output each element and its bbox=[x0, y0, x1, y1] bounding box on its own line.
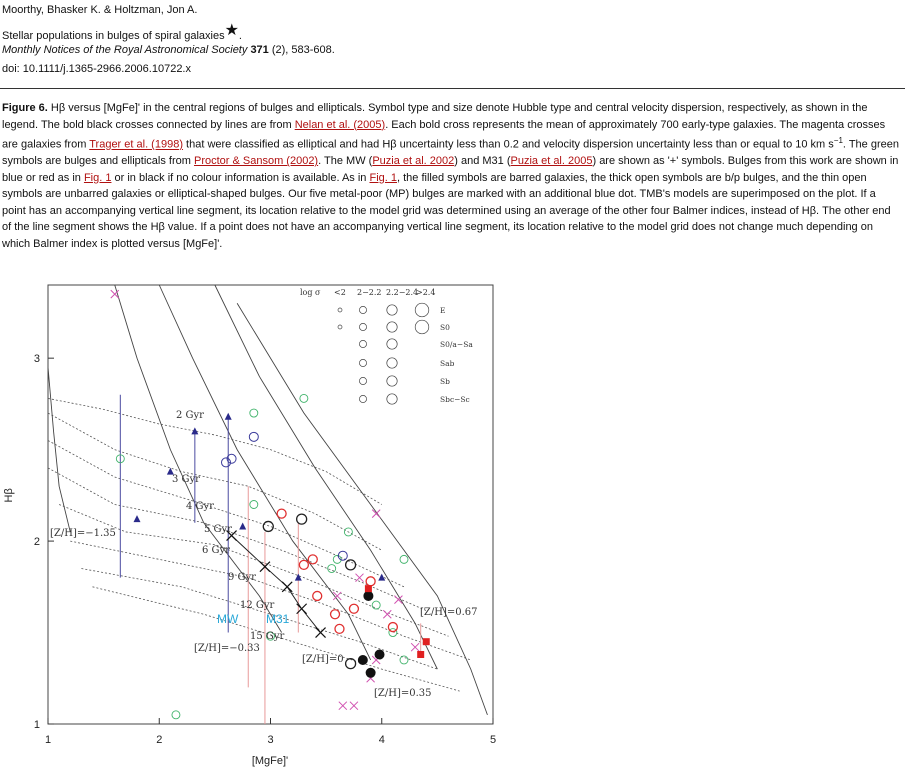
star-icon: ★ bbox=[224, 22, 239, 39]
black-open-point-2 bbox=[297, 514, 307, 524]
legend-symbol-1-2 bbox=[387, 322, 397, 332]
legend-symbol-4-2 bbox=[387, 376, 397, 386]
magenta-cross-4 bbox=[383, 610, 391, 618]
legend-bin-2: 2.2−2.4 bbox=[386, 288, 419, 297]
green-point-3 bbox=[372, 601, 380, 609]
caption-text-3: that were classified as elliptical and had Hβ uncertainty less than 0.2 and velocity dispersion uncertainty less than or equal to 10 km s bbox=[182, 138, 834, 151]
x-axis-label: [MgFe]' bbox=[251, 755, 289, 767]
caption-text-8: or in black if no colour information is available. As in bbox=[111, 171, 370, 184]
legend-symbol-2-2 bbox=[387, 339, 397, 349]
legend-symbol-0-1 bbox=[359, 306, 366, 313]
age-line-2 bbox=[48, 440, 404, 586]
data-marks bbox=[111, 290, 430, 724]
legend-symbol-5-2 bbox=[387, 394, 397, 404]
legend-type-5: Sbc−Sc bbox=[440, 395, 470, 404]
caption-text-6: ) and M31 ( bbox=[454, 155, 511, 168]
legend-symbol-0-2 bbox=[387, 305, 397, 315]
legend-header: log σ bbox=[300, 288, 321, 297]
article-title-text: Stellar populations in bulges of spiral galaxies bbox=[2, 30, 225, 42]
blue-filled-point-2 bbox=[225, 413, 232, 420]
blue-open-point-0 bbox=[249, 432, 258, 441]
red-open-point-2 bbox=[335, 624, 344, 633]
ref-trager-1998[interactable]: Trager et al. (1998) bbox=[89, 138, 183, 151]
y-tick-label-2: 3 bbox=[33, 353, 40, 366]
black-filled-point-1 bbox=[366, 668, 376, 678]
green-point-6 bbox=[250, 409, 258, 417]
annotation-0: 2 Gyr bbox=[176, 410, 204, 421]
ref-puzia-2002[interactable]: Puzia et al. 2002 bbox=[372, 155, 455, 168]
black-open-point-3 bbox=[346, 560, 356, 570]
legend-bin-0: <2 bbox=[334, 288, 346, 297]
journal-citation bbox=[2, 43, 335, 57]
legend-symbol-1-1 bbox=[359, 323, 366, 330]
red-filled-point-2 bbox=[365, 585, 372, 592]
legend-symbol-0-3 bbox=[415, 303, 429, 317]
journal-pages: (2), 583-608. bbox=[268, 44, 335, 56]
red-open-point-0 bbox=[313, 591, 322, 600]
legend-type-1: S0 bbox=[440, 323, 450, 332]
journal-name: Monthly Notices of the Royal Astronomical Society bbox=[2, 44, 248, 56]
y-tick-label-0: 1 bbox=[33, 719, 40, 731]
black-open-point-0 bbox=[346, 659, 356, 669]
legend-symbol-3-2 bbox=[387, 358, 397, 368]
red-open-point-4 bbox=[388, 623, 397, 632]
annotation-4: 6 Gyr bbox=[202, 545, 230, 556]
caption-sup: −1 bbox=[833, 136, 843, 145]
red-filled-point-0 bbox=[417, 651, 424, 658]
blue-filled-point-4 bbox=[134, 515, 141, 522]
annotation-1: 3 Gyr bbox=[172, 474, 200, 485]
article-title bbox=[2, 24, 242, 43]
legend-type-0: E bbox=[440, 306, 446, 315]
metallicity-line-1 bbox=[115, 285, 282, 633]
caption-text-9: , the filled symbols are barred galaxies, the thick open symbols are b/p bulges, and the thin open symbols are unbarred galaxies or elliptical-shaped bulges. Our five metal-poor (MP) bulges are marked with an additional blue dot. TMB's models are superimposed on the plot. If a point has an accompanying vertical line segment, its location relative to the model grid was determined using an average of the other four Balmer indices, instead of Hβ. The other end of the line segment shows the Hβ value. If a point does not have an accompanying vertical line segment, its location relative to the model grid does not change much depending on which Balmer index is plotted versus [MgFe]'. bbox=[2, 171, 891, 250]
annotation-8: [Z/H]=−1.35 bbox=[50, 528, 116, 539]
annotation-14: M31 bbox=[266, 612, 290, 626]
legend-type-2: S0/a−Sa bbox=[440, 340, 473, 349]
article-title-end: . bbox=[238, 30, 242, 42]
red-open-point-1 bbox=[331, 610, 340, 619]
legend-symbol-5-1 bbox=[359, 395, 366, 402]
x-tick-label-3: 4 bbox=[378, 734, 385, 746]
magenta-cross-9 bbox=[372, 510, 380, 518]
magenta-cross-0 bbox=[339, 702, 347, 710]
red-open-point-5 bbox=[277, 509, 286, 518]
ref-puzia-2005[interactable]: Puzia et al. 2005 bbox=[510, 155, 593, 168]
red-open-point-3 bbox=[308, 555, 317, 564]
black-filled-point-3 bbox=[358, 655, 368, 665]
legend-symbol-4-1 bbox=[359, 377, 366, 384]
red-open-point-8 bbox=[299, 560, 308, 569]
article-authors: Moorthy, Bhasker K. & Holtzman, Jon A. bbox=[2, 4, 198, 16]
black-filled-point-2 bbox=[375, 649, 385, 659]
red-open-point-7 bbox=[349, 604, 358, 613]
legend bbox=[300, 288, 473, 404]
figure-caption bbox=[2, 100, 902, 252]
magenta-cross-7 bbox=[356, 574, 364, 582]
legend-bin-1: 2−2.2 bbox=[357, 288, 382, 297]
annotation-6: 12 Gyr bbox=[240, 600, 275, 611]
annotation-3: 5 Gyr bbox=[204, 524, 232, 535]
y-tick-label-1: 2 bbox=[33, 536, 40, 549]
legend-type-3: Sab bbox=[440, 359, 455, 368]
journal-volume: 371 bbox=[250, 44, 269, 56]
annotation-2: 4 Gyr bbox=[186, 501, 214, 512]
metallicity-line-0 bbox=[48, 367, 70, 532]
annotation-9: [Z/H]=−0.33 bbox=[194, 643, 260, 654]
caption-text-5: . The MW ( bbox=[318, 155, 373, 168]
annotations bbox=[50, 410, 478, 699]
green-point-2 bbox=[400, 555, 408, 563]
doi: doi: 10.1111/j.1365-2966.2006.10722.x bbox=[2, 63, 191, 75]
annotation-12: [Z/H]=0.67 bbox=[420, 607, 478, 618]
nelan-cross-2 bbox=[282, 582, 292, 592]
annotation-7: 15 Gyr bbox=[250, 631, 285, 642]
figure-label: Figure 6. bbox=[2, 102, 48, 114]
annotation-11: [Z/H]=0.35 bbox=[374, 688, 432, 699]
caption-text-1: Hβ versus [MgFe]' in the central regions of bulges and ellipticals. Symbol type and size denote Hubble type and central velocity dispersion, respectively, as shown in the legend. The bold black crosses connected by lines are from bbox=[2, 102, 868, 131]
legend-symbol-1-3 bbox=[415, 320, 429, 334]
ref-proctor-sansom-2002[interactable]: Proctor & Sansom (2002) bbox=[193, 155, 319, 168]
caption-text-4: . The green symbols are bulges and ellipticals from bbox=[2, 138, 899, 168]
legend-symbol-3-1 bbox=[359, 359, 366, 366]
axes bbox=[3, 353, 496, 767]
legend-symbol-1-0 bbox=[338, 325, 342, 329]
legend-symbol-0-0 bbox=[338, 308, 342, 312]
annotation-10: [Z/H]=0 bbox=[302, 654, 344, 665]
y-axis-label: Hβ bbox=[3, 488, 15, 503]
legend-symbol-2-1 bbox=[359, 340, 366, 347]
legend-type-4: Sb bbox=[440, 377, 450, 386]
ref-fig-1[interactable]: Fig. 1 bbox=[83, 171, 112, 184]
green-point-10 bbox=[172, 711, 180, 719]
caption-text-2: . Each bold cross represents the mean of approximately 700 early-type galaxies. The magenta crosses are galaxies from bbox=[2, 118, 886, 151]
magenta-cross-1 bbox=[350, 702, 358, 710]
green-point-9 bbox=[250, 501, 258, 509]
nelan-cross-4 bbox=[316, 628, 326, 638]
green-point-7 bbox=[300, 394, 308, 402]
red-open-point-6 bbox=[366, 577, 375, 586]
green-point-5 bbox=[400, 656, 408, 664]
black-filled-point-0 bbox=[363, 591, 373, 601]
x-tick-label-4: 5 bbox=[489, 734, 497, 746]
model-grid bbox=[48, 285, 487, 715]
annotation-13: MW bbox=[217, 612, 239, 626]
red-filled-point-1 bbox=[423, 638, 430, 645]
black-open-point-1 bbox=[263, 521, 273, 531]
annotation-5: 9 Gyr bbox=[228, 572, 256, 583]
magenta-cross-8 bbox=[411, 643, 419, 651]
x-tick-label-0: 1 bbox=[44, 734, 52, 746]
header-divider bbox=[0, 88, 905, 89]
x-tick-label-2: 3 bbox=[267, 734, 274, 746]
figure-6-chart bbox=[0, 277, 905, 775]
ref-fig-1-second[interactable]: Fig. 1 bbox=[369, 171, 397, 184]
blue-filled-point-3 bbox=[239, 522, 246, 529]
legend-bin-3: >2.4 bbox=[416, 288, 436, 297]
green-point-8 bbox=[328, 565, 336, 573]
ref-nelan-2005[interactable]: Nelan et al. (2005) bbox=[294, 118, 386, 131]
caption-text-7: ) are shown as '+' symbols. Bulges from this work are shown in blue or red as in bbox=[2, 155, 899, 184]
x-tick-label-1: 2 bbox=[156, 734, 163, 746]
